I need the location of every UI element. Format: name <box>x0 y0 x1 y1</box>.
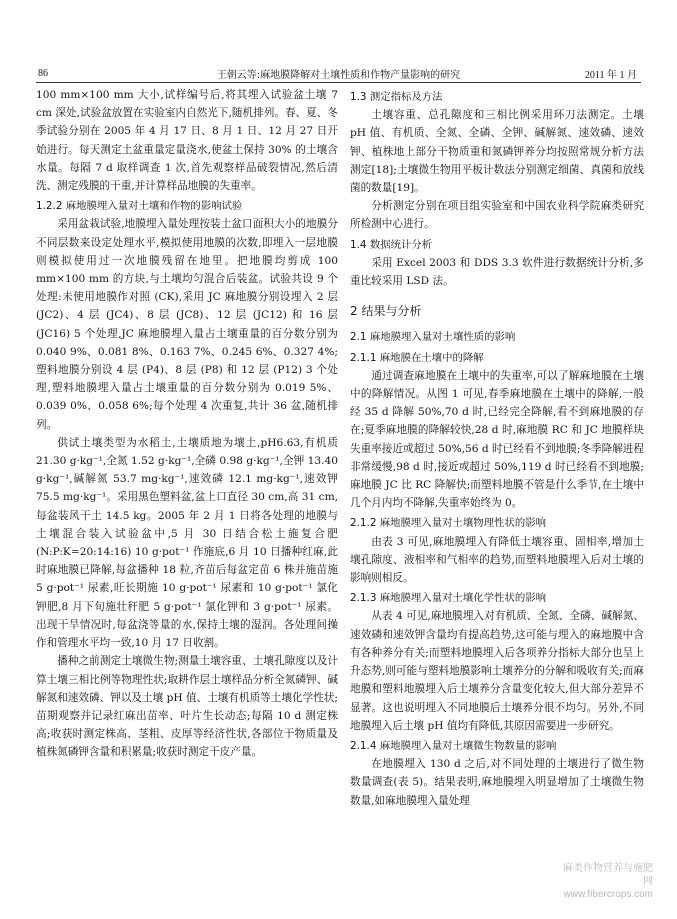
paragraph: 由表 3 可见,麻地膜埋入有降低土壤容重、固相率,增加土壤孔隙度、液相率和气相率的趋势,而塑料地膜埋入后对土壤的影响则相反。 <box>350 535 644 585</box>
subsection-heading: 1.4 数据统计分析 <box>350 238 433 251</box>
subsection-heading: 1.2.2 麻地膜埋入量对土壤和作物的影响试验 <box>36 200 243 213</box>
paragraph: 100 mm×100 mm 大小,试样编号后,将其埋入试验盆土壤 7 cm 深处,试验盆放置在实验室内自然光下,随机排列。春、夏、冬季试验分别在 2005 年 4 月 17 日、8 月 1 日、12 月 27 日开始进行。每天测定土盆重量定量浇水,使盆土保持 30% 的土壤含水量。每隔 7 d 取样调查 1 次,首先观察样品破裂情况,然后清洗、测定残膜的干重,并计算样品地膜的失重率。 <box>36 89 338 193</box>
section-heading: 2 结果与分析 <box>350 304 422 319</box>
watermark-title: 麻类作物营养与施肥网 <box>563 863 653 887</box>
paragraph: 供试土壤类型为水稻土,土壤质地为壤土,pH6.63,有机质 21.30 g·kg⁻¹,全氮 1.52 g·kg⁻¹,全磷 0.98 g·kg⁻¹,全钾 13.40 g·kg⁻¹,碱解氮 53.7 mg·kg⁻¹,速效磷 12.1 mg·kg⁻¹,速效钾 75.5 mg·kg⁻¹。采用黑色塑料盆,盆上口直径 30 cm,高 31 cm,每盆装风干土 14.5 kg。2005 年 2 月 1 日将各处理的地膜与土壤混合装入试验盆中,5 月 30 日结合松土施复合肥(N:P:K=20:14:16) 10 g·pot⁻¹ 作施底,6 月 10 日播种红麻,此时麻地膜已降解,每盆播种 18 粒,齐苗后每盆定苗 6 株并施苗施 5 g·pot⁻¹ 尿素,旺长期施 10 g·pot⁻¹ 尿素和 10 g·pot⁻¹ 氯化钾肥,8 月下旬施壮秆肥 5 g·pot⁻¹ 氯化钾和 3 g·pot⁻¹ 尿素。出现干旱情况时,每盆浇等量的水,保持土壤的湿润。各处理间操作和管理水平均一致,10 月 17 日收割。 <box>36 436 338 650</box>
subsection-heading: 1.3 测定指标及方法 <box>350 91 443 103</box>
subsection-heading: 2.1.3 麻地膜埋入量对土壤化学性状的影响 <box>350 592 546 605</box>
subsection-heading: 2.1 麻地膜埋入量对土壤性质的影响 <box>350 331 516 344</box>
paragraph: 从表 4 可见,麻地膜埋入对有机质、全氮、全磷、碱解氮、速效磷和速效钾含量均有提高趋势,这可能与埋入的麻地膜中含有各种养分有关;而塑料地膜埋入后各项养分指标大部分也呈上升态势,则可能与塑料地膜影响土壤养分的分解和吸收有关;而麻地膜和塑料地膜埋入后土壤养分含量变化较大,但大部分差异不显著。这也说明埋入不同地膜后土壤养分很不均匀。另外,不同地膜埋入后土壤 pH 值均有降低,其原因需要进一步研究。 <box>350 610 644 732</box>
subsection-heading: 2.1.1 麻地膜在土壤中的降解 <box>350 351 484 364</box>
paragraph: 土壤容重、总孔隙度和三相比例采用环刀法测定。土壤 pH 值、有机质、全氮、全磷、全钾、碱解氮、速效磷、速效钾、植株地上部分干物质重和氮磷钾养分均按照常规分析方法测定[18];土壤微生物用平板计数法分别测定细菌、真菌和放线菌的数量[19]。 <box>350 109 644 195</box>
issue-date: 2011 年 1 月 <box>584 70 637 81</box>
watermark-url: www.fibercrops.com <box>563 889 653 900</box>
running-title: 王朝云等:麻地膜降解对土壤性质和作物产量影响的研究 <box>216 70 461 81</box>
paragraph: 采用 Excel 2003 和 DDS 3.3 软件进行数据统计分析,多重比较采用 LSD 法。 <box>350 256 644 288</box>
paragraph: 在地膜埋入 130 d 之后,对不同处理的土壤进行了微生物数量调查(表 5)。结果表明,麻地膜埋入明显增加了土壤微生物数量,如麻地膜埋入量处理 <box>350 758 644 807</box>
paragraph: 采用盆栽试验,地膜埋入量处理按装土盆口面积大小的地膜分不同层数来设定处理水平,模拟使用地膜的次数,即埋入一层地膜则模拟使用过一次地膜残留在地里。把地膜均剪成 100 mm×100 mm 的方块,与土壤均匀混合后装盆。试验共设 9 个处理:未使用地膜作对照 (CK),采用 JC 麻地膜分别设埋入 2 层 (JC2)、4 层 (JC4)、8 层 (JC8)、12 层 (JC12) 和 16 层 (JC16) 5 个处理,JC 麻地膜埋入量占土壤重量的百分数分别为 0.040 9%、0.081 8%、0.163 7%、0.245 6%、0.327 4%;塑料地膜分别设 4 层 (P4)、8 层 (P8) 和 12 层 (P12) 3 个处理,塑料地膜埋入量占土壤重量的百分数分别为 0.019 5%、0.039 0%、0.058 6%;每个处理 4 次重复,共计 36 盆,随机排列。 <box>36 218 338 431</box>
subsection-heading: 2.1.2 麻地膜埋入量对土壤物理性状的影响 <box>350 517 546 530</box>
paragraph: 通过调查麻地膜在土壤中的失重率,可以了解麻地膜在土壤中的降解情况。从图 1 可见,春季麻地膜在土壤中的降解,一般经 35 d 降解 50%,70 d 时,已经完全降解,看不到麻地膜的存在;夏季麻地膜的降解较快,28 d 时,麻地膜 RC 和 JC 地膜样块失重率接近或超过 50%,56 d 时已经看不到地膜;冬季降解进程非常缓慢,98 d 时,接近或超过 50%,119 d 时已经看不到地膜;麻地膜 JC 比 RC 降解快;而塑料地膜不管是什么季节,在土壤中几个月内均不降解,失重率始终为 0。 <box>350 369 644 510</box>
paragraph: 播种之前测定土壤微生物;测量土壤容重、土壤孔隙度以及计算土壤三相比例等物理性状;取耕作层土壤样品分析全氮磷钾、碱解氮和速效磷、钾以及土壤 pH 值、土壤有机质等土壤化学性状;苗期观察并记录红麻出苗率、叶片生长动态;每隔 10 d 测定株高;收获时测定株高、茎粗、皮厚等经济性状,各部位干物质量及植株氮磷钾含量和积累量;收获时测定干皮产量。 <box>36 655 338 759</box>
left-column <box>36 86 338 762</box>
watermark <box>557 862 653 901</box>
header-rule <box>36 82 641 83</box>
paragraph: 分析测定分别在项目组实验室和中国农业科学院麻类研究所检测中心进行。 <box>350 200 644 231</box>
subsection-heading: 2.1.4 麻地膜埋入量对土壤微生物数量的影响 <box>350 739 557 752</box>
right-column <box>350 86 644 810</box>
page-number: 86 <box>38 68 48 79</box>
